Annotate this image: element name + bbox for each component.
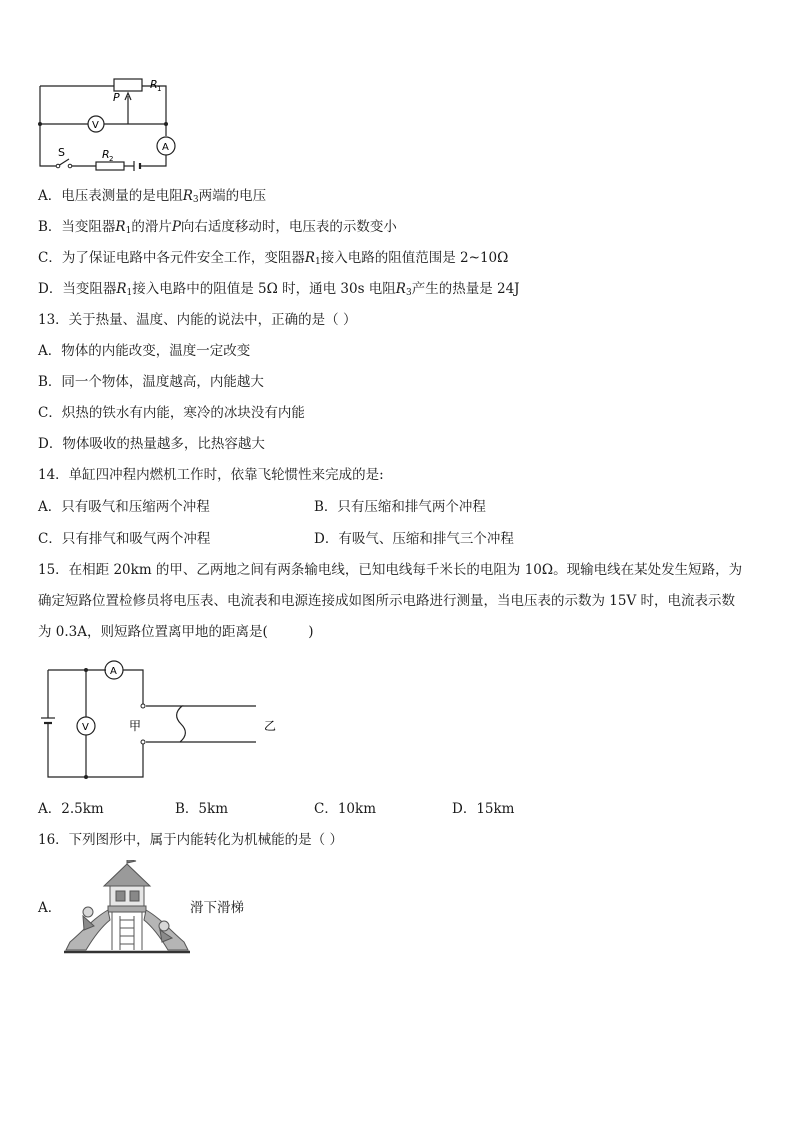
q12-option-a: A．电压表测量的是电阻$R_3$两端的电压	[38, 188, 267, 205]
q15-stem-line-3: 为 0.3A，则短路位置离甲地的距离是( )	[38, 624, 314, 640]
q15-option-d: D．15km	[452, 801, 515, 817]
svg-text:乙: 乙	[264, 719, 277, 733]
q13-option-b: B．同一个物体，温度越高，内能越大	[38, 374, 264, 390]
q13-stem: 13．关于热量、温度、内能的说法中，正确的是（ ）	[38, 312, 357, 328]
q12-option-c: C．为了保证电路中各元件安全工作，变阻器$R_1$接入电路的阻值范围是 2~10Ω	[38, 250, 509, 267]
q15-option-b: B．5km	[175, 801, 228, 817]
q14-option-b: B．只有压缩和排气两个冲程	[314, 499, 486, 515]
q12-option-d: D．当变阻器$R_1$接入电路中的阻值是 5Ω 时，通电 30s 电阻$R_3$产生的热量是 24J	[38, 281, 520, 298]
q14-stem: 14．单缸四冲程内燃机工作时，依靠飞轮惯性来完成的是:	[38, 467, 384, 483]
q16-option-a-label: A．	[38, 900, 62, 916]
resistor-r2	[96, 162, 124, 170]
q13-option-d: D．物体吸收的热量越多，比热容越大	[38, 436, 265, 452]
q15-stem-line-2: 确定短路位置检修员将电压表、电流表和电源连接成如图所示电路进行测量，当电压表的示数为 15V 时，电流表示数	[38, 593, 736, 609]
q14-option-d: D．有吸气、压缩和排气三个冲程	[314, 531, 514, 547]
q13-option-a: A．物体的内能改变，温度一定改变	[38, 343, 251, 359]
svg-text:R: R	[150, 78, 158, 91]
q15-option-c: C．10km	[314, 801, 376, 817]
q16-stem: 16．下列图形中，属于内能转化为机械能的是（ ）	[38, 832, 343, 848]
svg-text:A: A	[110, 666, 117, 677]
resistor-r1	[114, 79, 142, 91]
q14-option-c: C．只有排气和吸气两个冲程	[38, 531, 211, 547]
circuit-diagram-1	[30, 70, 190, 180]
circuit-diagram-2	[38, 660, 288, 785]
svg-text:V: V	[92, 120, 99, 131]
svg-text:R: R	[102, 148, 110, 161]
q15-stem-line-1: 15．在相距 20km 的甲、乙两地之间有两条输电线，已知电线每千米长的电阻为 10Ω。现输电线在某处发生短路，为	[38, 562, 743, 578]
playground-slide-illustration	[64, 860, 190, 956]
svg-text:P: P	[113, 91, 120, 104]
svg-text:2: 2	[109, 155, 114, 163]
svg-text:甲: 甲	[129, 719, 142, 733]
q12-option-b: B．当变阻器$R_1$的滑片P向右适度移动时，电压表的示数变小	[38, 219, 397, 236]
svg-text:V: V	[82, 722, 89, 733]
q16-option-a-caption: 滑下滑梯	[190, 900, 244, 916]
q15-option-a: A．2.5km	[38, 801, 104, 817]
q13-option-c: C．炽热的铁水有内能，寒冷的冰块没有内能	[38, 405, 305, 421]
q14-option-a: A．只有吸气和压缩两个冲程	[38, 499, 210, 515]
svg-text:A: A	[162, 142, 169, 153]
svg-text:S: S	[58, 146, 65, 159]
svg-text:1: 1	[157, 85, 162, 93]
